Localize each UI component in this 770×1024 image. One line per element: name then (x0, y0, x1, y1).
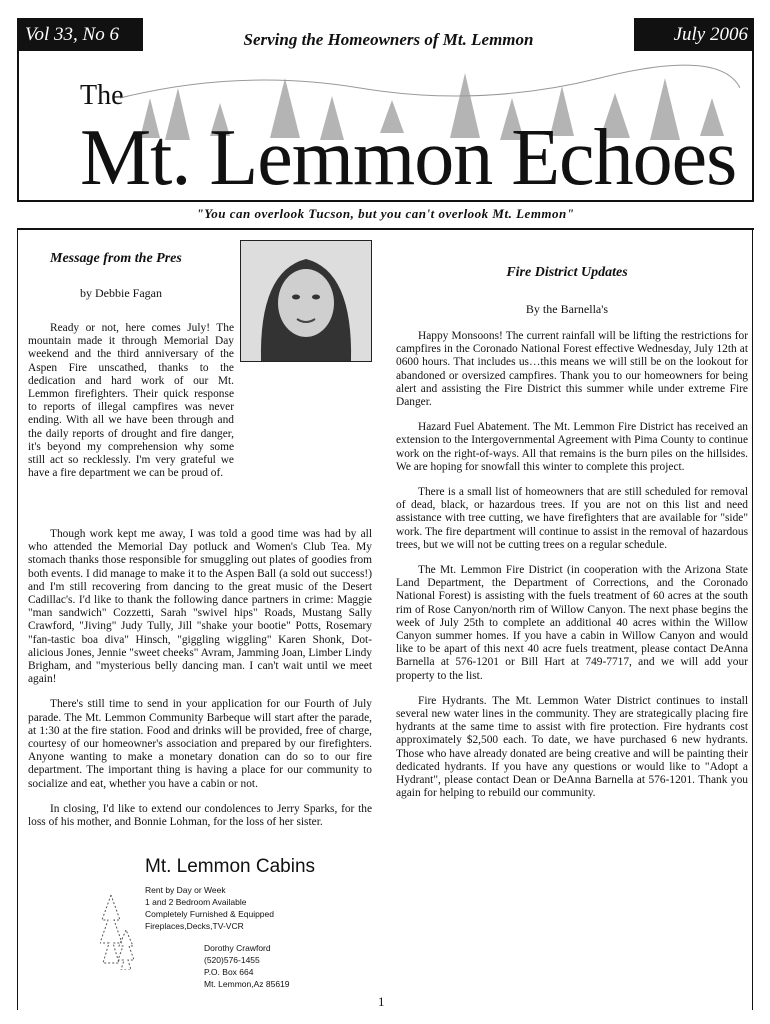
ad-title: Mt. Lemmon Cabins (145, 856, 316, 877)
right-paragraph-3: There is a small list of homeowners that are still scheduled for removal of dead, black, or hazardous trees. If you are not on this list and need assistance with tree cutting, we have firefighters that are available for "side" work. The fire department will continue to assist in the removal of hazardous trees, but we will not be cutting trees on a regular schedule. (396, 486, 748, 551)
right-article-body (396, 330, 748, 801)
portrait-photo (240, 240, 372, 362)
ad-line: Fireplaces,Decks,TV-VCR (145, 921, 244, 931)
volume-label: Vol 33, No 6 (17, 18, 143, 51)
page-border-right (752, 230, 753, 1010)
ad-contact-line: Mt. Lemmon,Az 85619 (204, 979, 290, 989)
left-article-body (28, 322, 234, 480)
right-paragraph-5: Fire Hydrants. The Mt. Lemmon Water District continues to install several new water lines in the community. They are strategically placing fire hydrants at the same time to assist with fire protection. Fire hydrants cost approximately $2,500 each. To date, we have purchased 6 new hydrants. Those who have already donated are being creative and will be painting their dedicated hydrants. If you have any questions or would like to "Adopt a Hydrant", please contact Dean or DeAnna Barnella at 576-1201. Thank you again for helping to rebuild our community. (396, 694, 748, 800)
masthead-border-right (752, 50, 754, 200)
ad-line: Completely Furnished & Equipped (145, 909, 274, 919)
left-article-heading: Message from the Pres (50, 251, 182, 266)
left-paragraph-2: Though work kept me away, I was told a good time was had by all who attended the Memorial Day potluck and Women's Club Tea. My stomach thanks those responsible for smuggling out plates of goodies from both events. I did manage to make it to the Aspen Ball (a sold out success!) and I'm still recovering from dancing to the great music of the Desert Cadillac's. I'd like to thank the following dance partners in crime: Maggie "man sandwich" Cozzetti, Sarah "swivel hips" Roads, Mustang Sally Crawford, "Jiving" Judy Tully, Jill "shake your bootie" Potts, Rosemary "fan-tastic boa diva" Hinsch, "giggling wiggling" Karen Shonk, Dot-alicious Jones, Jennie "sweet cheeks" Avram, Jamming Joan, Limber Lindy Brigham, and "mysterious belly dancing man. I can't wait until we meet again! (28, 528, 372, 686)
page-border-left (17, 230, 18, 1010)
ad-details (145, 884, 274, 932)
page-number: 1 (378, 994, 385, 1009)
ad-contact-line: Dorothy Crawford (204, 943, 271, 953)
masthead-the: The (80, 80, 124, 111)
left-paragraph-1: Ready or not, here comes July! The mountain made it through Memorial Day weekend and the third anniversary of the Aspen Fire unscathed, thanks to the dedication and hard work of our Mt. Lemmon firefighters. Their quick response to reports of illegal campfires was never ending. With all we have been through and the daily reports of drought and fire danger, it's beyond my comprehension why some still act so recklessly. I'm very grateful we have a fire department we can be proud of. (28, 322, 234, 480)
newsletter-title: Mt. Lemmon Echoes (80, 114, 737, 202)
motto: "You can overlook Tucson, but you can't overlook Mt. Lemmon" (196, 206, 575, 221)
right-paragraph-4: The Mt. Lemmon Fire District (in cooperation with the Arizona State Land Department, the Department of Corrections, and the Coronado National Forest) is assisting with the fuels treatment of 60 acres at the south rim of Rose Canyon/north rim of Willow Canyon. The next phase begins the week of July 25th to complete an additional 40 acres within the Willow Canyon summer homes. If you have a cabin in Willow Canyon and would like to be apart of this next 40 acre fuels treatment, please contact DeAnna Barnella at 576-1201 or Bill Hart at 749-7717, and we will add your property to the list. (396, 564, 748, 682)
left-paragraph-4: In closing, I'd like to extend our condolences to Jerry Sparks, for the loss of his mother, and Bonnie Lohman, for the loss of her sister. (28, 802, 372, 829)
ad-contact (204, 942, 290, 990)
right-article-heading: Fire District Updates (506, 265, 628, 280)
right-article-byline: By the Barnella's (525, 302, 609, 316)
ad-contact-line: (520)576-1455 (204, 955, 260, 965)
right-paragraph-1: Happy Monsoons! The current rainfall will be lifting the restrictions for campfires in the Coronado National Forest effective Wednesday, July 12th at 0600 hours. That includes us…this means we will still be on the lookout for abandoned or oversized campfires. Thank you to our homeowners for being alert and assisting the Fire District this summer while under extreme Fire Danger. (396, 330, 748, 409)
left-article-body-rest (28, 528, 372, 829)
pine-tree-icon (118, 930, 134, 970)
ad-contact-line: P.O. Box 664 (204, 967, 254, 977)
tagline: Serving the Homeowners of Mt. Lemmon (243, 30, 534, 49)
issue-date: July 2006 (634, 18, 754, 51)
left-paragraph-3: There's still time to send in your application for our Fourth of July parade. The Mt. Lemmon Community Barbeque will start after the parade, at 1:30 at the fire station. Food and drinks will be provided, free of charge, courtesy of our homeowner's association and prepared by our firefighters. Anyone wanting to make a monetary donation can do so to our fire department. The important thing is having a place for our community to socialize and eat, whether you have a cabin or not. (28, 698, 372, 790)
right-paragraph-2: Hazard Fuel Abatement. The Mt. Lemmon Fire District has received an extension to the Intergovernmental Agreement with Pima County to continue work on the right-of-ways. All that remains is the burn piles on the hillsides. We are hoping for snowfall this winter to complete this project. (396, 421, 748, 473)
masthead-border-left (17, 50, 19, 200)
left-article-byline: by Debbie Fagan (80, 286, 162, 300)
ad-line: 1 and 2 Bedroom Available (145, 897, 247, 907)
ad-line: Rent by Day or Week (145, 885, 226, 895)
